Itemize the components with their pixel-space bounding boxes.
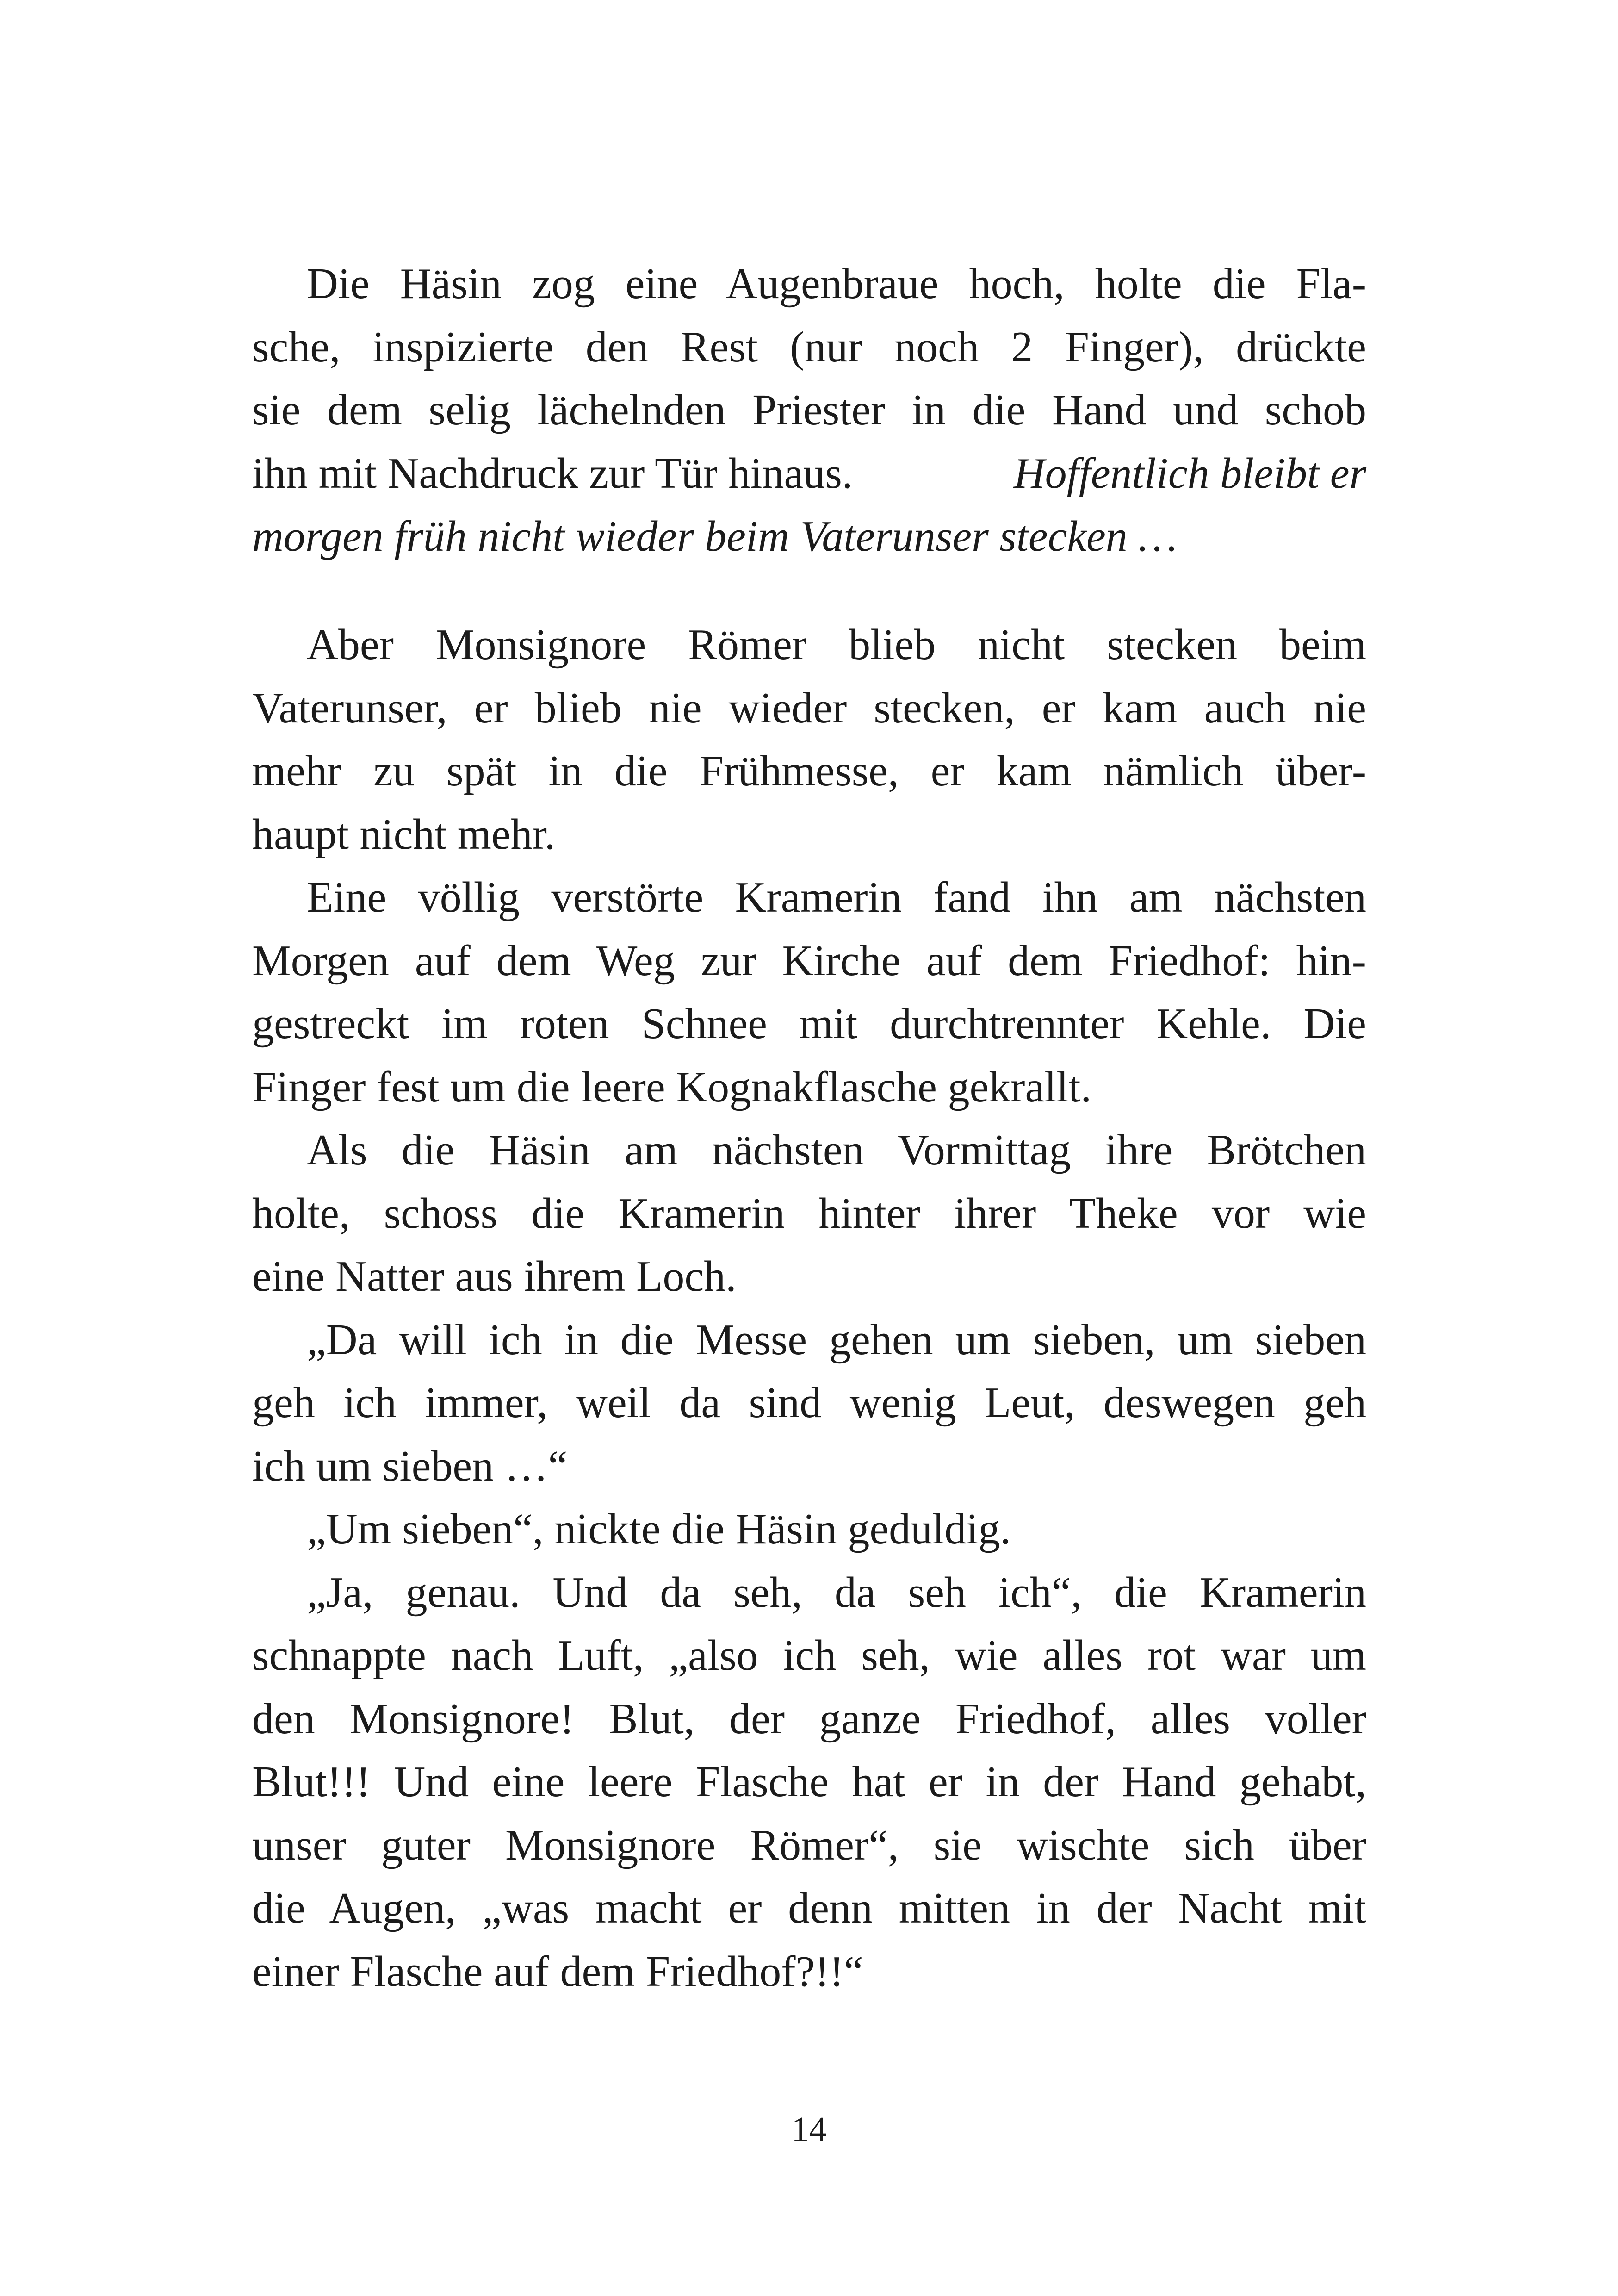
text-line: Eine völlig verstörte Kramerin fand ihn am nächsten: [307, 873, 1366, 921]
text-line: den Monsignore! Blut, der ganze Friedhof, alles voller: [252, 1694, 1366, 1743]
paragraph-3: [252, 866, 1366, 1119]
text-line: „Da will ich in die Messe gehen um sieben, um sieben: [307, 1315, 1366, 1364]
paragraph-5: [252, 1308, 1366, 1498]
text-span: ihn mit Nachdruck zur Tür hinaus.: [252, 449, 853, 498]
text-line: holte, schoss die Kramerin hinter ihrer Theke vor wie: [252, 1189, 1366, 1238]
text-line: eine Natter aus ihrem Loch.: [252, 1252, 737, 1300]
text-line: einer Flasche auf dem Friedhof?!!“: [252, 1947, 863, 1996]
page-number: 14: [791, 2110, 827, 2149]
paragraph-4: [252, 1119, 1366, 1308]
paragraph-7: [252, 1561, 1366, 2004]
text-line: die Augen, „was macht er denn mitten in der Nacht mit: [252, 1884, 1366, 1932]
text-line: Morgen auf dem Weg zur Kirche auf dem Friedhof: hin-: [252, 936, 1366, 985]
text-line: mehr zu spät in die Frühmesse, er kam nämlich über-: [252, 747, 1366, 795]
text-line: „Ja, genau. Und da seh, da seh ich“, die Kramerin: [307, 1568, 1366, 1617]
text-line: sche, inspizierte den Rest (nur noch 2 Finger), drückte: [252, 323, 1366, 371]
text-line: geh ich immer, weil da sind wenig Leut, deswegen geh: [252, 1379, 1366, 1427]
text-line: unser guter Monsignore Römer“, sie wischte sich über: [252, 1821, 1366, 1869]
text-line: ich um sieben …“: [252, 1442, 568, 1490]
text-line: Finger fest um die leere Kognakflasche gekrallt.: [252, 1063, 1092, 1111]
paragraph-6: [252, 1498, 1366, 1561]
text-line: [252, 442, 1366, 505]
text-line: Aber Monsignore Römer blieb nicht stecken beim: [307, 621, 1366, 669]
text-line: „Um sieben“, nickte die Häsin geduldig.: [307, 1505, 1011, 1553]
text-line: Als die Häsin am nächsten Vormittag ihre Brötchen: [307, 1126, 1366, 1174]
text-line: Blut!!! Und eine leere Flasche hat er in der Hand gehabt,: [252, 1758, 1366, 1806]
text-line: Vaterunser, er blieb nie wieder stecken, er kam auch nie: [252, 684, 1366, 732]
italic-thought-line: morgen früh nicht wieder beim Vaterunser stecken …: [252, 512, 1177, 560]
text-line: haupt nicht mehr.: [252, 810, 556, 859]
text-line: gestreckt im roten Schnee mit durchtrennter Kehle. Die: [252, 1000, 1366, 1048]
text-line: sie dem selig lächelnden Priester in die Hand und schob: [252, 386, 1366, 434]
paragraph-1: [252, 252, 1366, 568]
italic-thought: Hoffentlich bleibt er: [1013, 449, 1366, 498]
text-line: Die Häsin zog eine Augenbraue hoch, holte die Fla-: [307, 260, 1366, 308]
text-line: schnappte nach Luft, „also ich seh, wie alles rot war um: [252, 1631, 1366, 1680]
main-text: [252, 613, 1366, 2003]
paragraph-2: [252, 613, 1366, 866]
